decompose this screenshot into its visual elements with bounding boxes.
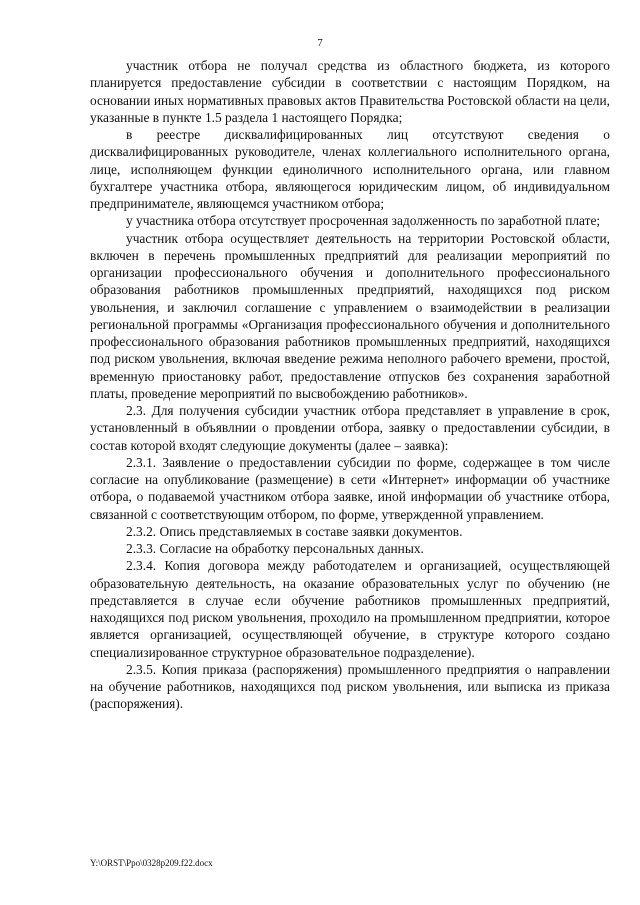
paragraph-activity-territory: участник отбора осуществляет деятельность на территории Ростовской области, включен в перечень промышленных предприятий для реализации мероприятий по организации профессионального обучения и дополнительного профессионального образования работников промышленных предприятий, находящихся под риском увольнения, и заключил соглашение с управлением о взаимодействии в реализации региональной программы «Организация профессионального обучения и дополнительного профессионального образования работников промышленных предприятий, находящихся под риском увольнения, включая введение режима неполного рабочего времени, простой, временную приостановку работ, предоставление отпусков без сохранения заработной платы, проведение мероприятий по высвобождению работников». (90, 230, 610, 401)
paragraph-2-3-5: 2.3.5. Копия приказа (распоряжения) промышленного предприятия о направлении на обучение работников, находящихся под риском увольнения, или выписка из приказа (распоряжения). (90, 661, 610, 712)
paragraph-2-3-1: 2.3.1. Заявление о предоставлении субсидии по форме, содержащее в том числе согласие на опубликование (размещение) в сети «Интернет» информации об участнике отбора, о подаваемой участником отбора заявке, иной информации об участнике отбора, связанной с соответствующим отбором, по форме, утвержденной управлением. (90, 454, 610, 522)
paragraph-wage-arrears: у участника отбора отсутствует просроченная задолженность по заработной плате; (126, 213, 601, 229)
paragraph-budget-funds: участник отбора не получал средства из областного бюджета, из которого планируется предоставление субсидии в соответствии с настоящим Порядком, на основании иных нормативных правовых актов Правительства Ростовской области на цели, указанные в пункте 1.5 раздела 1 настоящего Порядка; (90, 58, 610, 125)
file-path-footer: Y:\ORST\Ppo\0328p209.f22.docx (90, 858, 213, 868)
paragraph-2-3-3: 2.3.3. Согласие на обработку персональных данных. (126, 541, 424, 556)
paragraph-2-3-2: 2.3.2. Опись представляемых в составе заявки документов. (126, 523, 463, 539)
page-number: 7 (317, 37, 323, 49)
document-body (90, 57, 610, 713)
paragraph-disqualified-registry: в реестре дисквалифицированных лиц отсутствуют сведения о дисквалифицированных руководителе, членах коллегиального исполнительного органа, лице, исполняющем функции единоличного исполнительного органа, или главном бухгалтере участника отбора, являющегося юридическим лицом, об индивидуальном предпринимателе, являющемся участником отбора; (90, 127, 610, 211)
paragraph-2-3-4: 2.3.4. Копия договора между работодателем и организацией, осуществляющей образовательную деятельность, на оказание образовательных услуг по обучению (не представляется в случае если обучение работников промышленных предприятий, находящихся под риском увольнения, проходило на промышленном предприятии, которое является организацией, осуществляющей обучение, в структуре которого создано специализированное структурное образовательное подразделение). (90, 558, 610, 660)
paragraph-2-3: 2.3. Для получения субсидии участник отбора представляет в управление в срок, установленный в объявлнии о провдении отбора, заявку о предоставлении субсидии, в состав которой входят следующие документы (далее – заявка): (90, 403, 610, 453)
